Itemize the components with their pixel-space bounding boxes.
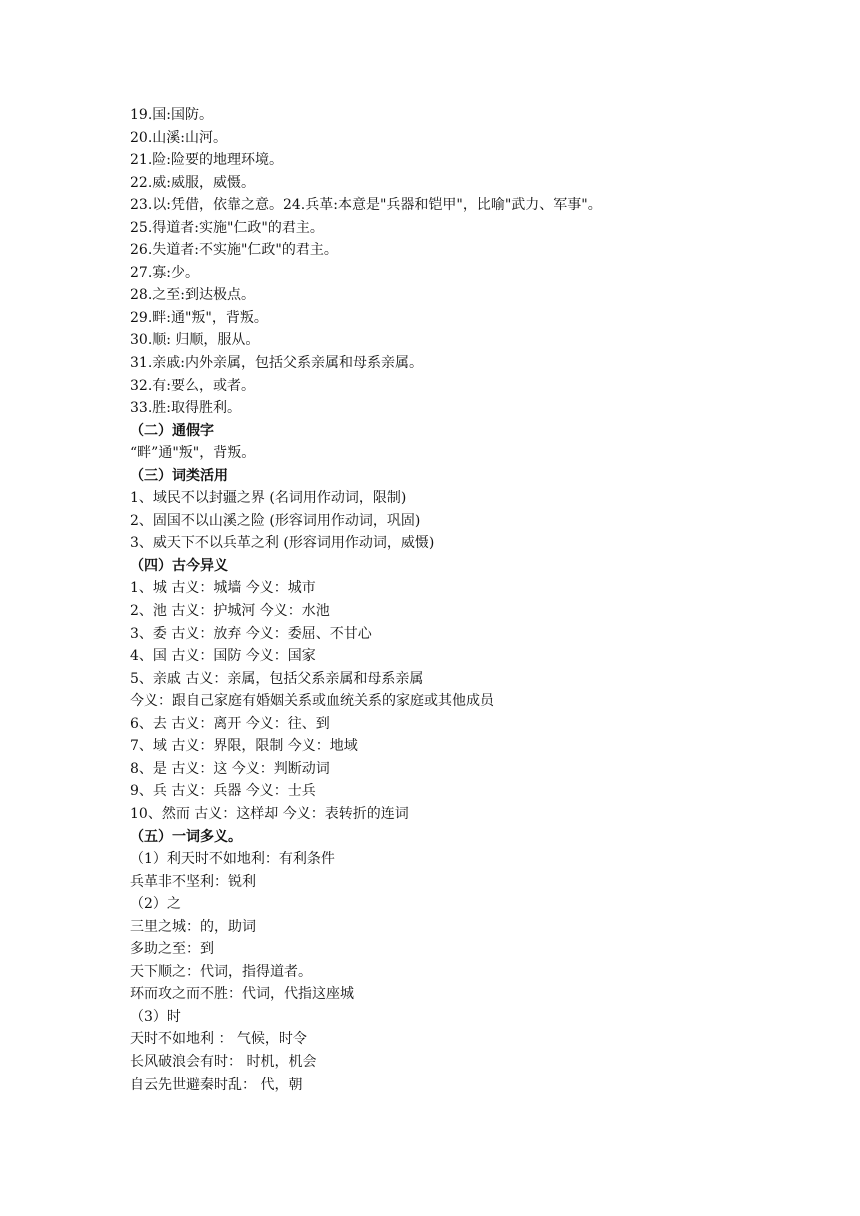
text-line: 22.威:威服，威慑。 — [130, 174, 255, 191]
text-line: 8、是 古义：这 今义：判断动词 — [130, 760, 330, 777]
text-line: 1、城 古义：城墙 今义：城市 — [130, 580, 316, 597]
text-line: 今义：跟自己家庭有婚姻关系或血统关系的家庭或其他成员 — [130, 693, 494, 710]
text-line: 4、国 古义：国防 今义：国家 — [130, 648, 316, 665]
text-line: 2、池 古义：护城河 今义：水池 — [130, 603, 330, 620]
text-line: 28.之至:到达极点。 — [130, 287, 255, 304]
text-line: 7、域 古义：界限，限制 今义：地域 — [130, 738, 358, 755]
text-line: 33.胜:取得胜利。 — [130, 400, 241, 417]
text-line: 长风破浪会有时： 时机，机会 — [130, 1053, 317, 1070]
text-line: （3）时 — [130, 1008, 181, 1025]
text-line: 3、威天下不以兵革之利 (形容词用作动词，威慑) — [130, 535, 435, 552]
text-line: 20.山溪:山河。 — [130, 129, 227, 146]
text-line: 多助之至：到 — [130, 941, 214, 958]
text-line: （1）利天时不如地利：有利条件 — [130, 851, 335, 868]
text-line: 27.寡:少。 — [130, 264, 199, 281]
text-line: 2、固国不以山溪之险 (形容词用作动词，巩固) — [130, 512, 421, 529]
section-heading: （五）一词多义。 — [130, 828, 242, 845]
text-line: 9、兵 古义：兵器 今义：士兵 — [130, 783, 316, 800]
text-line: 6、去 古义：离开 今义：往、到 — [130, 715, 330, 732]
text-line: 19.国:国防。 — [130, 107, 213, 123]
section-heading: （四）古今异义 — [130, 557, 228, 574]
text-line: 1、域民不以封疆之界 (名词用作动词，限制) — [130, 490, 407, 507]
text-line: 30.顺: 归顺，服从。 — [130, 332, 260, 349]
text-line: 10、然而 古义：这样却 今义：表转折的连词 — [130, 805, 409, 822]
text-line: 5、亲戚 古义：亲属，包括父系亲属和母系亲属 — [130, 670, 424, 687]
text-line: 29.畔:通"叛"，背叛。 — [130, 309, 268, 326]
text-line: 天时不如地利 ： 气候，时令 — [130, 1031, 307, 1048]
text-line: （2）之 — [130, 896, 181, 913]
text-line: 21.险:险要的地理环境。 — [130, 152, 283, 169]
text-line: 自云先世避秦时乱： 代，朝 — [130, 1076, 303, 1093]
text-line: 3、委 古义：放弃 今义：委屈、不甘心 — [130, 625, 372, 642]
text-line: 31.亲戚:内外亲属，包括父系亲属和母系亲属。 — [130, 355, 423, 372]
text-line: 26.失道者:不实施"仁政"的君主。 — [130, 242, 338, 259]
text-line: 环而攻之而不胜：代词，代指这座城 — [130, 986, 354, 1003]
text-line: 三里之城：的，助词 — [130, 918, 256, 935]
section-heading: （二）通假字 — [130, 422, 214, 439]
text-line: 25.得道者:实施"仁政"的君主。 — [130, 219, 324, 236]
text-line: 23.以:凭借，依靠之意。24.兵革:本意是"兵器和铠甲"，比喻"武力、军事"。 — [130, 197, 602, 214]
text-line: 兵革非不坚利：锐利 — [130, 873, 256, 890]
text-line: 32.有:要么，或者。 — [130, 377, 255, 394]
text-line: 天下顺之：代词，指得道者。 — [130, 963, 312, 980]
document-body — [130, 104, 770, 1096]
section-heading: （三）词类活用 — [130, 467, 228, 484]
text-line: “畔”通"叛"，背叛。 — [130, 445, 256, 462]
